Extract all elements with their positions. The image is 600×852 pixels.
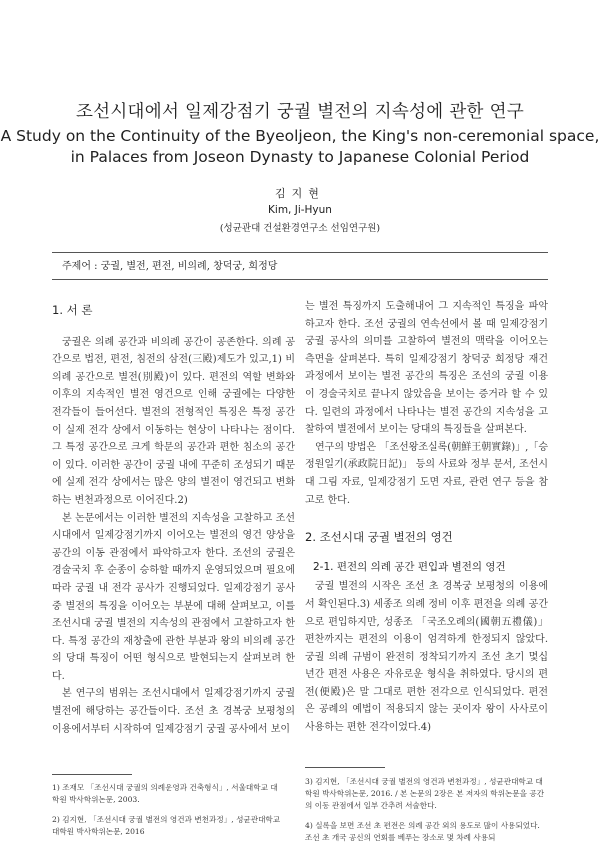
keywords-box: 주제어 : 궁궐, 별전, 편전, 비의례, 창덕궁, 희정당 (52, 252, 548, 280)
body-paragraph: 연구의 방법은 「조선왕조실록(朝鮮王朝實錄)」,「승정원일기(承政院日記)」 등의 사료와 정부 문서, 조선시대 그림 자료, 일제강점기 도면 자료, 관련 연구 등을 참고로 한다. (305, 441, 548, 506)
footnote: 2) 김지현, 「조선시대 궁궐 별전의 영건과 변천과정」, 성균관대학교 대학원 박사학위논문, 2016 (52, 815, 281, 836)
body-paragraph: 본 논문에서는 이러한 별전의 지속성을 고찰하고 조선시대에서 일제강점기까지 이어오는 별전의 영건 양상을 공간의 이동 관점에서 파악하고자 한다. 조선의 궁궐은 경술국치 후 순종이 승하할 때까지 운영되었으며 필요에 따라 궁궐 내 전각 공사가 진행되었다. 일제강점기 공사 중 별전의 특징을 이어오는 부분에 대해 살펴보고, 이를 조선시대 궁궐 별전의 지속성의 관점에서 고찰하고자 한다. 특정 공간의 재창출에 관한 부분과 왕의 비의례 공간의 당대 특징이 어떤 형식으로 발현되는지 살펴보려 한다. (52, 512, 295, 682)
left-footnotes (52, 782, 282, 846)
right-column (305, 298, 548, 737)
body-paragraph: 궁궐은 의례 공간과 비의례 공간이 공존한다. 의례 공간으로 법전, 편전, 침전의 삼전(三殿)제도가 있고,1) 비의례 공간으로 별전(別殿)이 있다. 편전의 역할 변화와 이후의 지속적인 별전 영건으로 인해 궁궐에는 다양한 전각들이 들어선다. 별전의 전형적인 특징은 특정 공간이 실제 전각 상에서 이동하는 현상이 나타나는 점이다. 그 특정 공간으로 크게 학문의 공간과 편한 침소의 공간이 있다. 이러한 공간이 궁궐 내에 꾸준히 조성되기 때문에 실제 전각 상에서는 많은 양의 별전이 영건되고 변화하는 변천과정으로 이어진다.2) (52, 336, 295, 506)
author-affiliation: (성균관대 건설환경연구소 선임연구원) (219, 223, 381, 234)
paper-title-english-line2: in Palaces from Joseon Dynasty to Japanese Colonial Period (70, 148, 530, 166)
author-name-english: Kim, Ji-Hyun (268, 204, 332, 216)
footnote: 1) 조재모 「조선시대 궁궐의 의례운영과 건축형식」, 서울대학교 대학원 박사학위논문, 2003. (52, 783, 278, 804)
body-paragraph: 궁궐 별전의 시작은 조선 초 경복궁 보평청의 이용에서 확인된다.3) 세종조 의례 정비 이후 편전을 의례 공간으로 편입하지만, 성종조 「국조오례의(國朝五禮儀)」 편찬까지는 편전의 이용이 엄격하게 한정되지 않았다. 궁궐 의례 규범이 완전히 정착되기까지 조선 초기 몇십년간 편전 사용은 자유로운 형식을 취하였다. 당시의 편전(便殿)은 말 그대로 편한 전각으로 인식되었다. 편전은 공례의 예법이 적용되지 않는 곳이자 왕이 사사로이 사용하는 편한 전각이었다.4) (305, 581, 548, 734)
body-paragraph: 본 연구의 범위는 조선시대에서 일제강점기까지 궁궐 별전에 해당하는 공간들이다. 조선 초 경복궁 보평청의 이용에서부터 시작하여 일제강점기 궁궐 공사에서 보이 (52, 688, 295, 735)
right-footnotes (305, 776, 548, 852)
body-paragraph: 는 별전 특징까지 도출해내어 그 지속적인 특징을 파악하고자 한다. 조선 궁궐의 연속선에서 볼 때 일제강점기 궁궐 공사의 의미를 고찰하여 별전의 맥락을 이어오는 측면을 살펴본다. 특히 일제강점기 창덕궁 희정당 재건과정에서 보이는 별전 공간의 특징은 조선의 궁궐 이용이 경술국치로 끝나지 않았음을 보이는 증거라 할 수 있다. 일련의 과정에서 나타나는 별전 공간의 지속성을 고찰하여 별전에서 보이는 당대의 특징들을 살펴본다. (305, 301, 548, 436)
left-column (52, 298, 295, 738)
section-heading-introduction: 1. 서 론 (52, 303, 93, 317)
author-name-korean: 김지현 (275, 187, 325, 200)
footnote: 3) 김지현, 「조선시대 궁궐 별전의 영건과 변천과정」, 성균관대학교 대학원 박사학위논문, 2016. / 본 논문의 2장은 본 저자의 학위논문을 공간의 이동 관점에서 일부 간추려 서술한다. (305, 777, 545, 810)
paper-title-korean: 조선시대에서 일제강점기 궁궐 별전의 지속성에 관한 연구 (75, 102, 525, 122)
paper-title-english-line1: A Study on the Continuity of the Byeoljeon, the King's non-ceremonial space, (0, 127, 600, 145)
footnote-divider (52, 774, 132, 775)
subsection-heading-2-1: 2-1. 편전의 의례 공간 편입과 별전의 영건 (313, 560, 506, 573)
section-heading-2: 2. 조선시대 궁궐 별전의 영건 (305, 530, 453, 545)
footnote-divider (305, 767, 385, 768)
paper-title-english (0, 126, 600, 168)
footnote: 4) 실록을 보면 조선 초 편전은 의례 공간 외의 용도로 많이 사용되었다. 조선 초 개국 공신의 연회를 베푸는 장소로 몇 차례 사용되 (305, 821, 540, 842)
